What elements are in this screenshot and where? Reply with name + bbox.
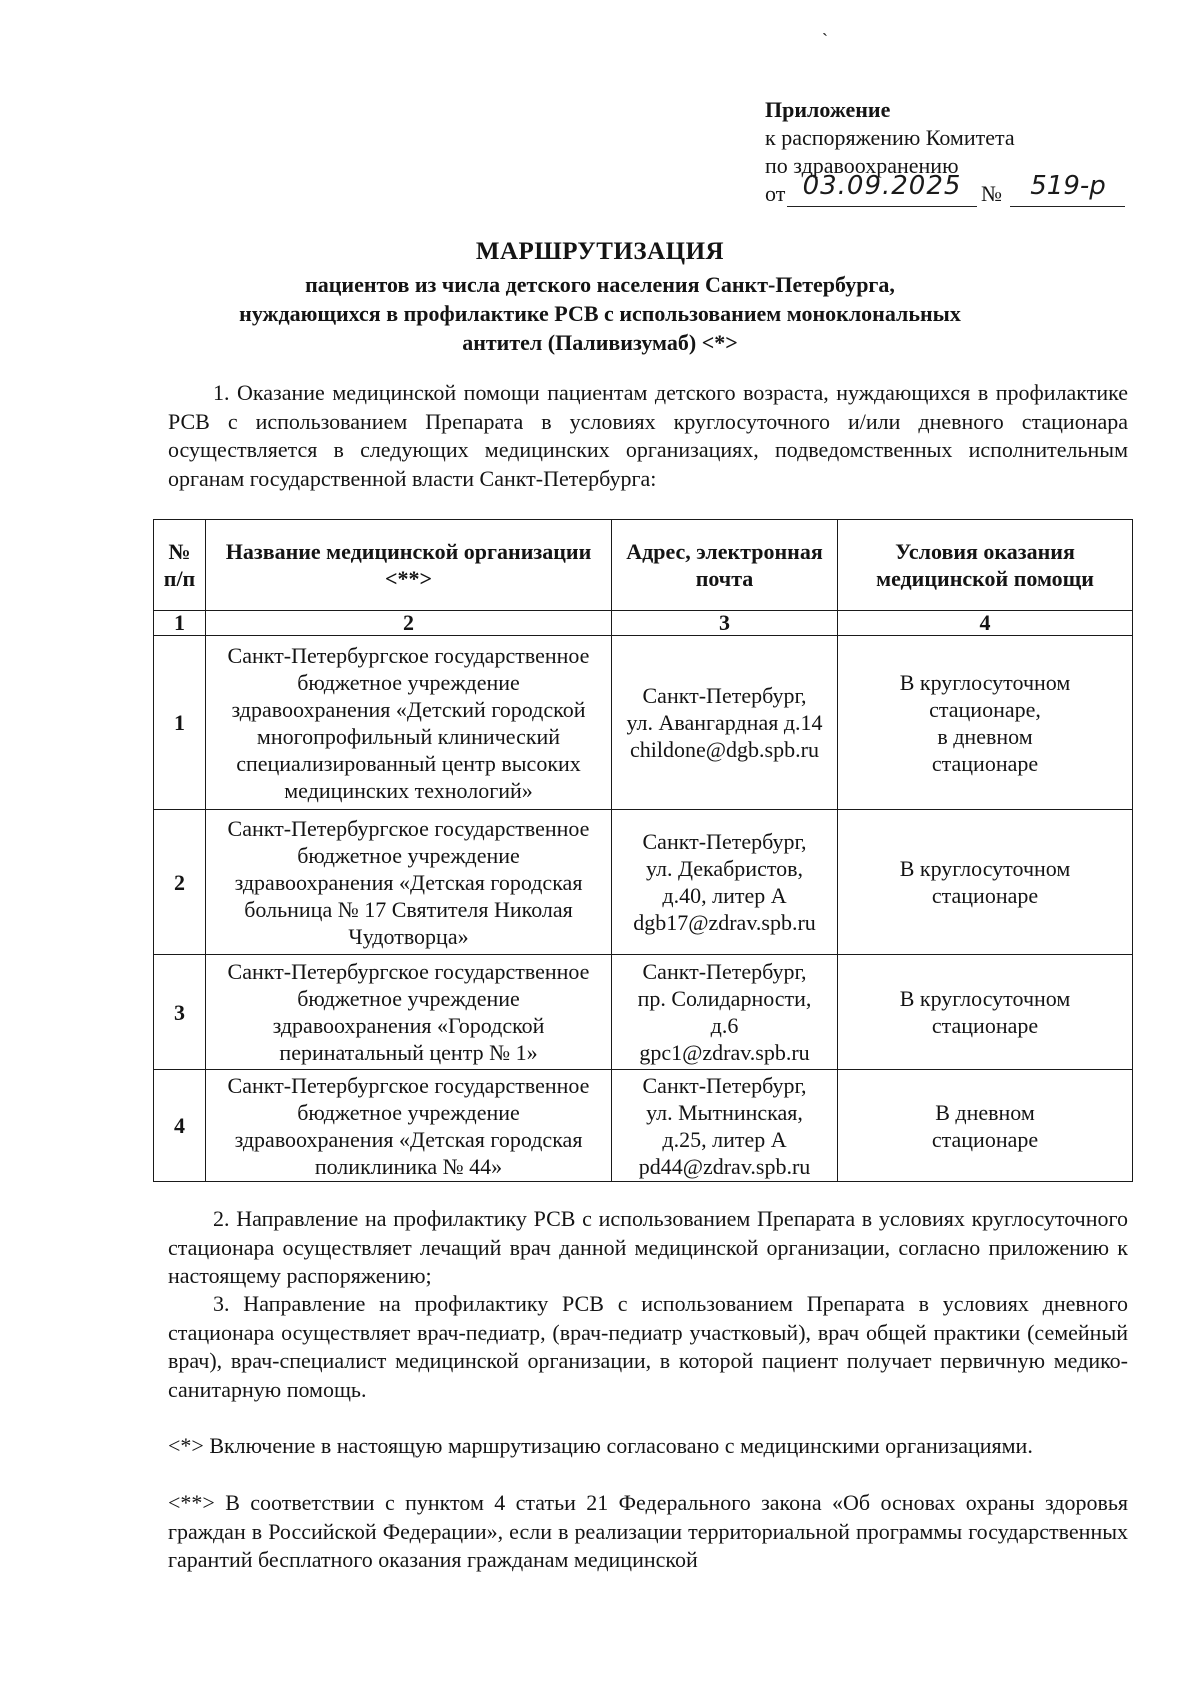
cell-line: Санкт-Петербургское государственное [227, 815, 590, 841]
cell-line: здравоохранения «Городской [272, 1013, 545, 1038]
cell-line: ул. Авангардная д.14 [626, 710, 823, 735]
annex-header [765, 96, 1125, 208]
email-text: pd44@zdrav.spb.ru [638, 1153, 811, 1179]
email-text: dgb17@zdrav.spb.ru [633, 910, 816, 935]
cell-line: Санкт-Петербургское государственное [227, 1072, 590, 1098]
column-number-row [154, 611, 1133, 636]
care-conditions [838, 810, 1133, 955]
address-email [612, 955, 838, 1070]
cell-line: Санкт-Петербург, [642, 1072, 807, 1098]
care-conditions [838, 955, 1133, 1070]
paragraph-3: 3. Направление на профилактику РСВ с использованием Препарата в условиях дневного стационара осуществляет врач-педиатр, (врач-педиатр участковый), врач общей практики (семейный врач), врач-специалист медицинской организации, в которой пациент получает первичную медико-санитарную помощь. [168, 1291, 1128, 1402]
subtitle-line: антител (Паливизумаб) <*> [462, 330, 738, 355]
handwritten-date: 03.09.2025 [802, 171, 962, 201]
cell-line: Санкт-Петербург, [642, 959, 807, 984]
cell-line: стационаре [931, 1013, 1039, 1038]
column-number: 3 [612, 611, 838, 636]
address-email [612, 636, 838, 810]
table-row [154, 810, 1133, 955]
row-number: 1 [154, 636, 206, 810]
care-conditions [838, 1070, 1133, 1182]
column-number: 4 [838, 611, 1133, 636]
annex-line-2: по здравоохранению [765, 153, 959, 178]
subtitle-line: пациентов из числа детского населения Санкт-Петербурга, [305, 272, 895, 297]
cell-line: бюджетное учреждение [297, 842, 520, 868]
cell-line: здравоохранения «Детская городская [234, 1126, 583, 1152]
header-organization: Название медицинской организации <**> [206, 520, 612, 611]
scan-mark: ` [822, 30, 828, 50]
row-number: 3 [154, 955, 206, 1070]
cell-line: д.40, литер А [662, 883, 787, 908]
email-text: childone@dgb.spb.ru [630, 737, 819, 762]
cell-line: здравоохранения «Детская городская [234, 869, 583, 895]
cell-line: ул. Декабристов, [645, 856, 804, 881]
cell-line: В круглосуточном [899, 669, 1071, 695]
cell-line: больница № 17 Святителя Николая [244, 896, 573, 922]
paragraph-2: 2. Направление на профилактику РСВ с использованием Препарата в условиях круглосуточного стационара осуществляет лечащий врач данной медицинской организации, согласно приложению к настоящему распоряжению; [168, 1206, 1128, 1288]
cell-line: стационаре [931, 1126, 1039, 1152]
cell-line: в дневном [937, 723, 1033, 749]
cell-line: медицинских технологий» [284, 777, 533, 803]
table-row [154, 636, 1133, 810]
address-email [612, 810, 838, 955]
table-row [154, 1070, 1133, 1182]
from-label: от [765, 181, 786, 206]
table-row [154, 955, 1133, 1070]
cell-line: ул. Мытнинская, [646, 1099, 803, 1125]
number-underline [1010, 206, 1125, 207]
cell-line: стационаре [931, 750, 1039, 776]
document-title: МАРШРУТИЗАЦИЯ [475, 238, 725, 265]
cell-line: бюджетное учреждение [297, 669, 520, 695]
subtitle-line: нуждающихся в профилактике РСВ с использованием моноклональных [239, 301, 961, 326]
cell-line: многопрофильный клинический [256, 723, 561, 749]
cell-line: специализированный центр высоких [236, 750, 581, 776]
organization-name [206, 636, 612, 810]
cell-line: Чудотворца» [348, 923, 469, 949]
cell-line: д.6 [710, 1013, 739, 1038]
table-header-row [154, 520, 1133, 611]
cell-line: В круглосуточном [899, 986, 1071, 1011]
cell-line: Санкт-Петербург, [642, 683, 807, 708]
column-number: 1 [154, 611, 206, 636]
number-label: № [981, 181, 1002, 206]
annex-line-1: к распоряжению Комитета [765, 125, 1015, 150]
annex-title: Приложение [765, 97, 891, 122]
organization-name [206, 810, 612, 955]
cell-line: В круглосуточном [899, 856, 1071, 881]
care-conditions [838, 636, 1133, 810]
organization-name [206, 1070, 612, 1182]
organizations-table [153, 519, 1133, 1182]
header-number: № п/п [154, 520, 206, 611]
handwritten-number: 519-р [1030, 171, 1106, 201]
cell-line: бюджетное учреждение [297, 986, 520, 1011]
paragraph-1: 1. Оказание медицинской помощи пациентам детского возраста, нуждающихся в профилактике РСВ с использованием Препарата в условиях круглосуточного и/или дневного стационара осуществляется в следующих медицинских организациях, подведомственных исполнительным органам государственной власти Санкт-Петербурга: [168, 380, 1128, 491]
cell-line: Санкт-Петербургское государственное [227, 642, 590, 668]
cell-line: здравоохранения «Детский городской [231, 696, 586, 722]
header-address: Адрес, электронная почта [612, 520, 838, 611]
cell-line: В дневном [935, 1099, 1035, 1125]
cell-line: пр. Солидарности, [637, 986, 812, 1011]
row-number: 2 [154, 810, 206, 955]
email-text: gpc1@zdrav.spb.ru [639, 1040, 810, 1065]
row-number: 4 [154, 1070, 206, 1182]
date-underline [787, 206, 977, 207]
cell-line: перинатальный центр № 1» [279, 1040, 538, 1065]
cell-line: Санкт-Петербург, [642, 829, 807, 854]
cell-line: поликлиника № 44» [314, 1153, 503, 1179]
footnote-2: <**> В соответствии с пунктом 4 статьи 21 Федерального закона «Об основах охраны здоровья граждан в Российской Федерации», если в реализации территориальной программы государственных гарантий бесплатного оказания гражданам медицинской [168, 1490, 1128, 1572]
organization-name [206, 955, 612, 1070]
cell-line: д.25, литер А [662, 1126, 787, 1152]
cell-line: бюджетное учреждение [297, 1099, 520, 1125]
column-number: 2 [206, 611, 612, 636]
cell-line: Санкт-Петербургское государственное [227, 959, 590, 984]
annex-date-number [765, 171, 1125, 208]
footnote-1: <*> Включение в настоящую маршрутизацию согласовано с медицинскими организациями. [168, 1433, 1033, 1458]
header-conditions: Условия оказания медицинской помощи [838, 520, 1133, 611]
cell-line: стационаре, [929, 696, 1041, 722]
cell-line: стационаре [931, 883, 1039, 908]
document-subtitle [150, 270, 1050, 357]
address-email [612, 1070, 838, 1182]
